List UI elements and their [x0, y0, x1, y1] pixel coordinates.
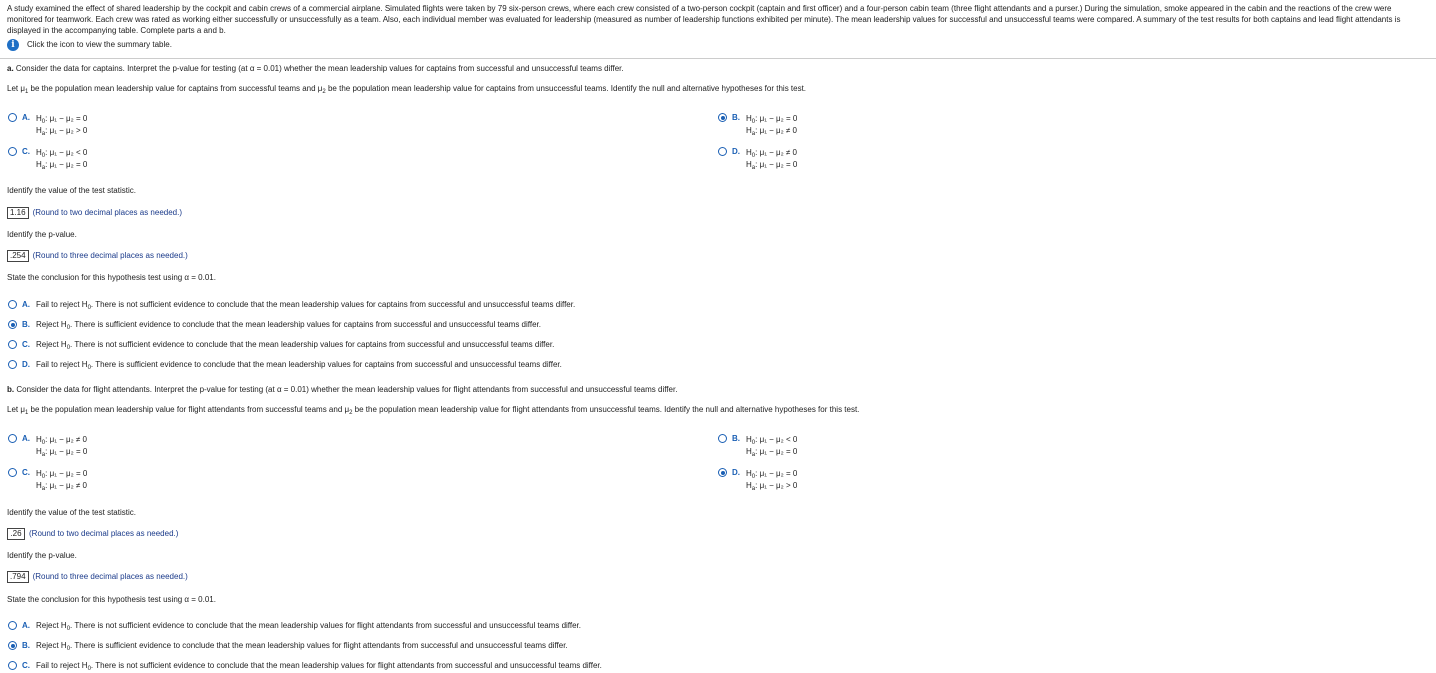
hypotheses: $H_0$: μ₁ − μ₂ < 0 $H_a$: μ₁ − μ₂ = 0 — [746, 435, 798, 458]
info-text: Click the icon to view the summary table. — [27, 40, 172, 50]
part-a-conc-prompt: State the conclusion for this hypothesis test using α = 0.01. — [7, 273, 216, 282]
part-a-conclusion-d[interactable] — [8, 360, 562, 369]
option-letter: C. — [22, 661, 30, 670]
radio-button[interactable] — [8, 468, 17, 477]
option-letter: B. — [732, 434, 740, 443]
alternative-hypothesis: μ₁ − μ₂ > 0 — [759, 481, 798, 490]
null-hypothesis: μ₁ − μ₂ = 0 — [759, 469, 798, 478]
alternative-hypothesis: μ₁ − μ₂ ≠ 0 — [49, 481, 88, 490]
info-icon[interactable]: i — [7, 39, 19, 51]
alternative-hypothesis: μ₁ − μ₂ > 0 — [49, 126, 88, 135]
conclusion-text: Fail to reject $H_0$. There is not sufficient evidence to conclude that the mean leadership values for flight attendants from successful and unsuccessful teams differ. — [36, 661, 602, 672]
part-a-question-text: Consider the data for captains. Interpret the p-value for testing (at α = 0.01) whether the mean leadership values for captains from successful and unsuccessful teams differ. — [15, 64, 624, 73]
option-letter: B. — [732, 113, 740, 122]
option-letter: D. — [22, 360, 30, 369]
rounding-hint: (Round to two decimal places as needed.) — [32, 208, 182, 218]
part-b-stat-prompt: Identify the value of the test statistic. — [7, 508, 136, 517]
part-a-let — [7, 84, 806, 96]
radio-button[interactable] — [8, 661, 17, 670]
hypotheses: $H_0$: μ₁ − μ₂ < 0 $H_a$: μ₁ − μ₂ = 0 — [36, 148, 88, 171]
hypotheses: $H_0$: μ₁ − μ₂ = 0 $H_a$: μ₁ − μ₂ > 0 — [746, 469, 798, 492]
option-letter: B. — [22, 641, 30, 650]
null-hypothesis: μ₁ − μ₂ < 0 — [49, 148, 88, 157]
part-b-let — [7, 405, 859, 417]
part-a-stat-answer — [7, 207, 182, 219]
part-b-option-b[interactable] — [718, 434, 797, 458]
part-b-question — [7, 385, 677, 394]
hypotheses: $H_0$: μ₁ − μ₂ = 0 $H_a$: μ₁ − μ₂ > 0 — [36, 114, 88, 137]
part-a-p-prompt: Identify the p-value. — [7, 230, 77, 239]
null-hypothesis: μ₁ − μ₂ ≠ 0 — [759, 148, 798, 157]
radio-button[interactable] — [8, 434, 17, 443]
part-b-option-c[interactable] — [8, 468, 87, 492]
alternative-hypothesis: μ₁ − μ₂ ≠ 0 — [759, 126, 798, 135]
test-statistic-input[interactable]: 1.16 — [7, 207, 29, 219]
alternative-hypothesis: μ₁ − μ₂ = 0 — [49, 447, 88, 456]
null-hypothesis: μ₁ − μ₂ < 0 — [759, 435, 798, 444]
rounding-hint: (Round to three decimal places as needed.) — [32, 572, 188, 582]
sub-2: 2 — [349, 410, 353, 416]
part-a-option-b[interactable] — [718, 113, 797, 137]
part-b-stat-answer — [7, 528, 178, 540]
part-a-stat-prompt: Identify the value of the test statistic. — [7, 186, 136, 195]
alternative-hypothesis: μ₁ − μ₂ = 0 — [49, 160, 88, 169]
option-letter: C. — [22, 147, 30, 156]
part-b-p-prompt: Identify the p-value. — [7, 551, 77, 560]
conclusion-text: Reject $H_0$. There is not sufficient evidence to conclude that the mean leadership values for captains from successful and unsuccessful teams differ. — [36, 340, 555, 351]
null-hypothesis: μ₁ − μ₂ ≠ 0 — [49, 435, 88, 444]
option-letter: B. — [22, 320, 30, 329]
part-b-option-a[interactable] — [8, 434, 87, 458]
option-letter: A. — [22, 300, 30, 309]
hypotheses: $H_0$: μ₁ − μ₂ ≠ 0 $H_a$: μ₁ − μ₂ = 0 — [746, 148, 798, 171]
part-a-conclusion-b[interactable] — [8, 320, 541, 329]
conclusion-text: Reject $H_0$. There is sufficient evidence to conclude that the mean leadership values for flight attendants from successful and unsuccessful teams differ. — [36, 641, 568, 652]
option-letter: C. — [22, 468, 30, 477]
radio-button[interactable] — [718, 147, 727, 156]
part-a-option-d[interactable] — [718, 147, 797, 171]
part-b-let-mid: be the population mean leadership value for flight attendants from successful teams and μ — [28, 405, 350, 414]
rounding-hint: (Round to two decimal places as needed.) — [29, 529, 179, 539]
part-a-option-a[interactable] — [8, 113, 87, 137]
option-letter: A. — [22, 621, 30, 630]
conclusion-text: Reject $H_0$. There is not sufficient evidence to conclude that the mean leadership values for flight attendants from successful and unsuccessful teams differ. — [36, 621, 581, 632]
part-b-conclusion-c[interactable] — [8, 661, 602, 670]
sub-2: 2 — [322, 89, 326, 95]
part-a-let-suffix: be the population mean leadership value for captains from unsuccessful teams. Identify the null and alternative hypotheses for this test. — [325, 84, 807, 93]
hypotheses: $H_0$: μ₁ − μ₂ = 0 $H_a$: μ₁ − μ₂ ≠ 0 — [36, 469, 88, 492]
part-b-conclusion-b[interactable] — [8, 641, 568, 650]
radio-button[interactable] — [8, 147, 17, 156]
p-value-input[interactable]: .794 — [7, 571, 29, 583]
hypotheses: $H_0$: μ₁ − μ₂ ≠ 0 $H_a$: μ₁ − μ₂ = 0 — [36, 435, 88, 458]
part-b-option-d[interactable] — [718, 468, 797, 492]
part-a-question — [7, 64, 624, 73]
part-b-conclusion-a[interactable] — [8, 621, 581, 630]
info-line — [7, 39, 1429, 51]
part-b-conc-prompt: State the conclusion for this hypothesis test using α = 0.01. — [7, 595, 216, 604]
part-b-p-answer — [7, 571, 188, 583]
part-a-conclusion-a[interactable] — [8, 300, 575, 309]
part-a-conclusion-c[interactable] — [8, 340, 554, 349]
intro-text: A study examined the effect of shared leadership by the cockpit and cabin crews of a commercial airplane. Simulated flights were taken by 79 six-person crews, where each crew consisted of a two-person cockpit (captain and first officer) and a four-person cabin team (three flight attendants and a purser.) During the simulation, smoke appeared in the cabin and the reactions of the crew were monitored for teamwork. Each crew was rated as working either successfully or unsuccessfully as a team. Also, each individual member was evaluated for leadership (measured as number of leadership functions exhibited per minute). The mean leadership values for successful and unsuccessful teams were compared. A summary of the test results for both captains and lead flight attendants is displayed in the accompanying table. Complete parts a and b. — [7, 4, 1401, 35]
radio-button[interactable] — [8, 113, 17, 122]
conclusion-text: Fail to reject $H_0$. There is sufficient evidence to conclude that the mean leadership values for captains from successful and unsuccessful teams differ. — [36, 360, 562, 371]
part-b-let-prefix: Let μ — [7, 405, 25, 414]
part-b-label: b. — [7, 385, 15, 394]
alternative-hypothesis: μ₁ − μ₂ = 0 — [759, 160, 798, 169]
conclusion-text: Reject $H_0$. There is sufficient evidence to conclude that the mean leadership values for captains from successful and unsuccessful teams differ. — [36, 320, 541, 331]
part-a-option-c[interactable] — [8, 147, 87, 171]
part-a-let-mid: be the population mean leadership value for captains from successful teams and μ — [28, 84, 323, 93]
radio-button[interactable] — [8, 300, 17, 309]
option-letter: C. — [22, 340, 30, 349]
option-letter: A. — [22, 434, 30, 443]
part-b-let-suffix: be the population mean leadership value for flight attendants from unsuccessful teams. Identify the null and alternative hypotheses for this test. — [352, 405, 860, 414]
option-letter: D. — [732, 468, 740, 477]
part-a-let-prefix: Let μ — [7, 84, 25, 93]
radio-button[interactable] — [8, 340, 17, 349]
null-hypothesis: μ₁ − μ₂ = 0 — [49, 114, 88, 123]
alternative-hypothesis: μ₁ − μ₂ = 0 — [759, 447, 798, 456]
part-a-p-answer — [7, 250, 188, 262]
radio-button-selected[interactable] — [718, 113, 727, 122]
part-a-label: a. — [7, 64, 14, 73]
radio-button[interactable] — [8, 621, 17, 630]
null-hypothesis: μ₁ − μ₂ = 0 — [759, 114, 798, 123]
divider — [0, 58, 1436, 59]
option-letter: D. — [732, 147, 740, 156]
radio-button-selected[interactable] — [8, 641, 17, 650]
radio-button[interactable] — [718, 434, 727, 443]
radio-button-selected[interactable] — [718, 468, 727, 477]
hypotheses: $H_0$: μ₁ − μ₂ = 0 $H_a$: μ₁ − μ₂ ≠ 0 — [746, 114, 798, 137]
part-b-question-text: Consider the data for flight attendants. Interpret the p-value for testing (at α = 0.01) whether the mean leadership values for flight attendants from successful and unsuccessful teams differ. — [16, 385, 678, 394]
option-letter: A. — [22, 113, 30, 122]
null-hypothesis: μ₁ − μ₂ = 0 — [49, 469, 88, 478]
sub-1: 1 — [24, 89, 29, 95]
radio-button[interactable] — [8, 360, 17, 369]
sub-1: 1 — [24, 410, 29, 416]
conclusion-text: Fail to reject $H_0$. There is not sufficient evidence to conclude that the mean leadership values for captains from successful and unsuccessful teams differ. — [36, 300, 576, 311]
test-statistic-input[interactable]: .26 — [7, 528, 25, 540]
rounding-hint: (Round to three decimal places as needed.) — [32, 251, 188, 261]
p-value-input[interactable]: .254 — [7, 250, 29, 262]
radio-button-selected[interactable] — [8, 320, 17, 329]
